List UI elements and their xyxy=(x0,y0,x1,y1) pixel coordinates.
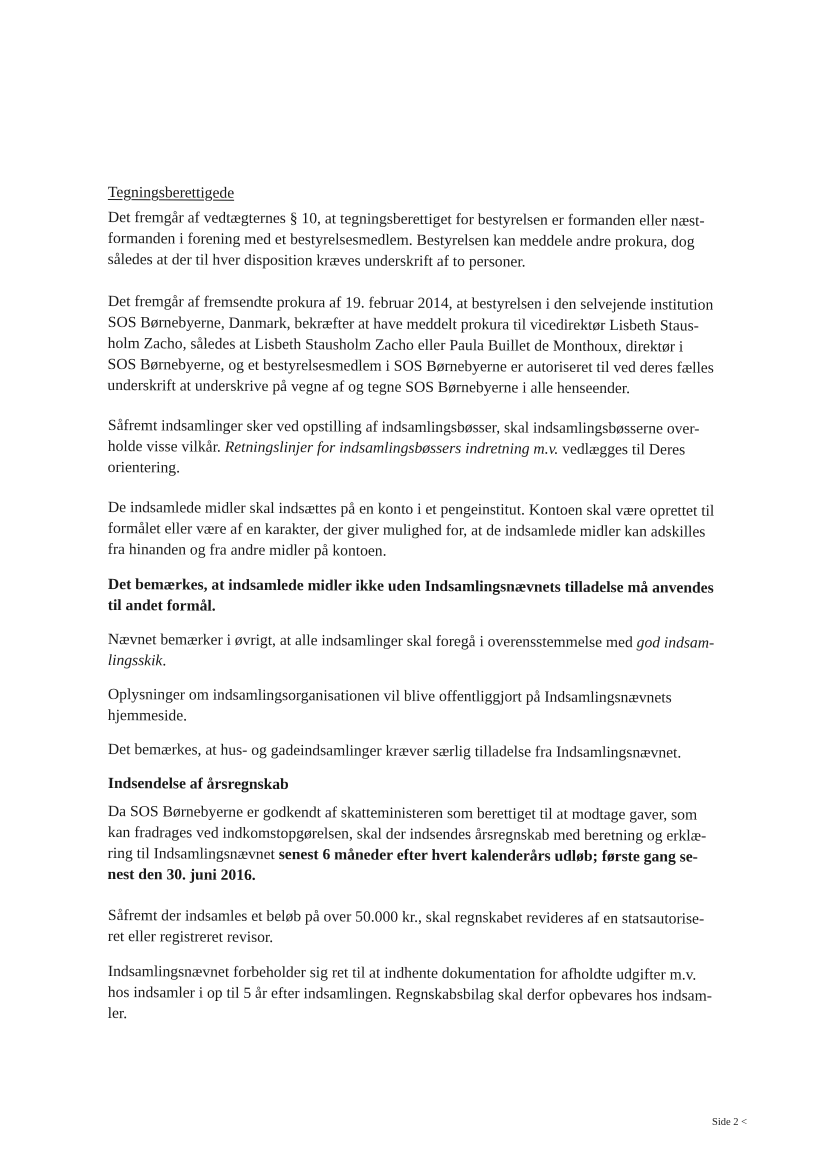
text-line: Oplysninger om indsamlingsorganisationen vil blive offentliggjort på Indsamlingsnævnets xyxy=(107,685,672,707)
signing-rights-heading-text: Tegningsberettigede xyxy=(107,183,235,202)
text-line: formanden i forening med et bestyrelsesmedlem. Bestyrelsen kan meddele andre prokura, dog xyxy=(107,229,695,251)
text-line: kan fradrages ved indkomstopgørelsen, skal der indsendes årsregnskab med beretning og erklæ- xyxy=(107,823,707,845)
page-number: Side 2 < xyxy=(712,1117,748,1128)
paragraph-annual-accounts xyxy=(107,801,768,889)
text-line: Det fremgår af fremsendte prokura af 19. februar 2014, at bestyrelsen i den selvejende institution xyxy=(107,292,714,314)
text-line: Det bemærkes, at indsamlede midler ikke uden Indsamlingsnævnets tilladelse må anvendes xyxy=(107,575,714,597)
paragraph-audit xyxy=(108,905,768,951)
text-line: hos indsamler i op til 5 år efter indsamlingen. Regnskabsbilag skal derfor opbevares hos indsam- xyxy=(107,983,712,1005)
text-line: SOS Børnebyerne, og et bestyrelsesmedlem i SOS Børnebyerne er autoriseret til ved deres fælles xyxy=(107,355,714,377)
guidelines-title: Retningslinjer for indsamlingsbøssers indretning m.v. xyxy=(224,438,559,458)
text-line: hjemmeside. xyxy=(107,706,188,725)
paragraph-collection-boxes xyxy=(108,415,768,482)
paragraph-funds-usage-notice xyxy=(108,574,768,620)
paragraph-documentation xyxy=(108,961,768,1028)
paragraph-street-collections xyxy=(108,739,768,764)
text-line: holm Zacho, således at Lisbeth Stausholm Zacho eller Paula Buillet de Monthoux, direktør i xyxy=(107,334,684,356)
text-line: Såfremt der indsamles et beløb på over 50.000 kr., skal regnskabet revideres af en statsautorise- xyxy=(107,906,705,928)
text-line xyxy=(108,650,768,675)
paragraph-publication xyxy=(108,684,768,730)
text-segment: . xyxy=(162,652,167,670)
text-line: således at der til hver disposition kræves underskrift af to personer. xyxy=(107,250,526,271)
text-line: fra hinanden og fra andre midler på kontoen. xyxy=(107,540,387,560)
annual-accounts-heading xyxy=(108,773,768,798)
text-line: De indsamlede midler skal indsættes på en konto i et pengeinstitut. Kontoen skal være oprettet til xyxy=(107,498,715,520)
good-practice-term: lingsskik xyxy=(107,651,163,670)
text-line: SOS Børnebyerne, Danmark, bekræfter at have meddelt prokura til vicedirektør Lisbeth Staus- xyxy=(107,313,699,335)
text-segment: ring til Indsamlingsnævnet xyxy=(107,844,279,864)
text-line: orientering. xyxy=(107,458,181,477)
text-segment: vedlægges til Deres xyxy=(558,440,686,459)
text-segment: Nævnet bemærker i øvrigt, at alle indsamlinger skal foregå i overensstemmelse med xyxy=(107,630,637,652)
good-practice-term: god indsam- xyxy=(636,634,715,652)
text-segment: holde visse vilkår. xyxy=(107,437,225,456)
text-line: ret eller registreret revisor. xyxy=(107,927,274,947)
paragraph-procuration xyxy=(107,291,768,400)
text-line: Såfremt indsamlinger sker ved opstilling af indsamlingsbøsser, skal indsamlingsbøsserne over- xyxy=(107,416,700,438)
text-line: formålet eller være af en karakter, der giver mulighed for, at de indsamlede midler kan adskilles xyxy=(107,519,706,541)
text-line: Da SOS Børnebyerne er godkendt af skatteministeren som berettiget til at modtage gaver, som xyxy=(107,802,698,824)
text-line: ler. xyxy=(107,1004,128,1023)
text-line: Det bemærkes, at hus- og gadeindsamlinger kræver særlig tilladelse fra Indsamlingsnævnet. xyxy=(107,740,682,762)
text-line: Det fremgår af vedtægternes § 10, at tegningsberettiget for bestyrelsen er formanden eller næst- xyxy=(107,208,705,230)
text-line: til andet formål. xyxy=(107,596,216,615)
paragraph-bank-account xyxy=(108,497,768,564)
text-line: underskrift at underskrive på vegne af og tegne SOS Børnebyerne i alle henseender. xyxy=(107,376,631,398)
signing-rights-heading xyxy=(108,182,768,207)
paragraph-good-practice xyxy=(108,629,768,675)
text-line xyxy=(108,629,768,654)
annual-accounts-heading-text: Indsendelse af årsregnskab xyxy=(107,774,289,794)
text-line: Indsamlingsnævnet forbeholder sig ret til at indhente dokumentation for afholdte udgifter m.v. xyxy=(107,962,697,984)
deadline-text: senest 6 måneder efter hvert kalenderårs udløb; første gang se- xyxy=(278,846,698,866)
paragraph-signing-rules xyxy=(108,207,768,274)
deadline-text: nest den 30. juni 2016. xyxy=(107,865,256,884)
text-line xyxy=(108,436,768,461)
